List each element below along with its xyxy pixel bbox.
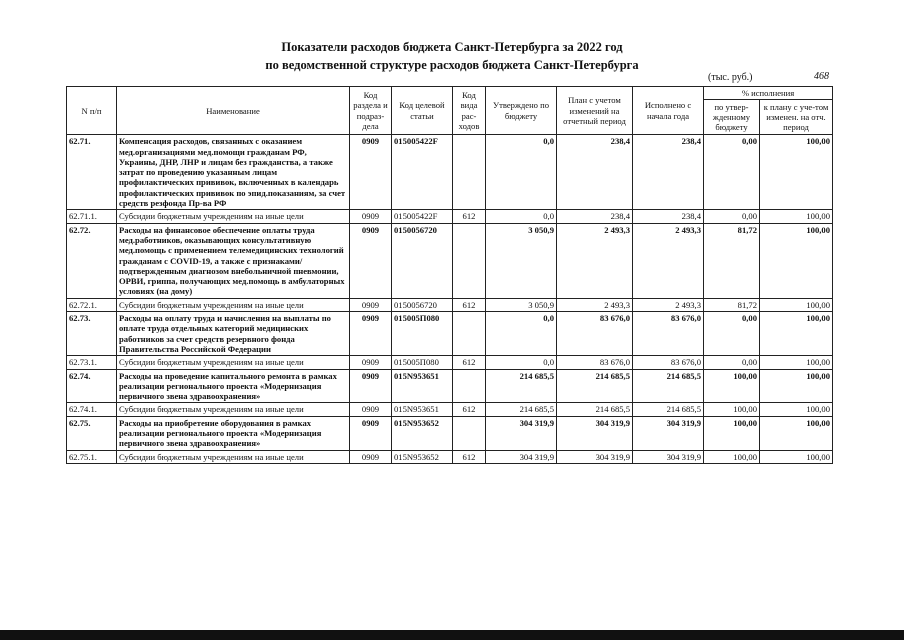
cell-num: 62.72.1. — [67, 298, 117, 311]
table-row — [67, 298, 833, 311]
cell-approved: 214 685,5 — [486, 403, 557, 416]
cell-plan: 83 676,0 — [557, 312, 633, 356]
cell-section: 0909 — [350, 210, 392, 223]
cell-section: 0909 — [350, 312, 392, 356]
cell-section: 0909 — [350, 369, 392, 403]
cell-name: Субсидии бюджетным учреждениям на иные цели — [117, 210, 350, 223]
col-executed-header: Исполнено с начала года — [633, 87, 704, 135]
col-section-header: Код раздела и подраз-дела — [350, 87, 392, 135]
cell-type — [453, 416, 486, 450]
cell-plan: 214 685,5 — [557, 369, 633, 403]
cell-section: 0909 — [350, 298, 392, 311]
cell-executed: 214 685,5 — [633, 403, 704, 416]
cell-type: 612 — [453, 356, 486, 369]
cell-pct-approved: 0,00 — [704, 356, 760, 369]
cell-type: 612 — [453, 403, 486, 416]
cell-name: Расходы на финансовое обеспечение оплаты труда мед.работников, оказывающих консультативную мед.помощь с применением телемедицинских технологий гражданам с COVID-19, а также с признаками/подтвержденным диагнозом внебольничной пневмонии, ОРВИ, гриппа, получающих мед.помощь в амбулаторных условиях (на дому) — [117, 223, 350, 298]
cell-name: Компенсация расходов, связанных с оказанием мед.организациями мед.помощи гражданам РФ, Украины, ДНР, ЛНР и лицам без гражданства, а также затрат по проведению указанным лицам профилактических прививок, включенных в календарь профилактических прививок по эпид.показаниям, за счет средств резфонда Пр-ва РФ — [117, 135, 350, 210]
col-plan-header: План с учетом изменений на отчетный период — [557, 87, 633, 135]
cell-executed: 2 493,3 — [633, 223, 704, 298]
cell-pct-plan: 100,00 — [760, 450, 833, 463]
cell-target: 015N953651 — [392, 369, 453, 403]
cell-section: 0909 — [350, 450, 392, 463]
col-name-header: Наименование — [117, 87, 350, 135]
cell-approved: 0,0 — [486, 356, 557, 369]
cell-type: 612 — [453, 298, 486, 311]
cell-executed: 214 685,5 — [633, 369, 704, 403]
cell-executed: 304 319,9 — [633, 416, 704, 450]
table-row — [67, 450, 833, 463]
cell-pct-approved: 81,72 — [704, 223, 760, 298]
page-number: 468 — [814, 71, 829, 82]
col-pct-group-header: % исполнения — [704, 87, 833, 100]
cell-approved: 3 050,9 — [486, 223, 557, 298]
cell-target: 015005422F — [392, 135, 453, 210]
cell-plan: 214 685,5 — [557, 403, 633, 416]
cell-section: 0909 — [350, 416, 392, 450]
cell-approved: 0,0 — [486, 135, 557, 210]
cell-pct-plan: 100,00 — [760, 135, 833, 210]
cell-num: 62.75. — [67, 416, 117, 450]
cell-executed: 83 676,0 — [633, 356, 704, 369]
cell-pct-plan: 100,00 — [760, 369, 833, 403]
cell-type — [453, 312, 486, 356]
table-row — [67, 356, 833, 369]
col-pct-approved-header: по утвер-жденному бюджету — [704, 100, 760, 135]
cell-name: Субсидии бюджетным учреждениям на иные цели — [117, 403, 350, 416]
cell-type — [453, 135, 486, 210]
cell-approved: 304 319,9 — [486, 450, 557, 463]
cell-plan: 304 319,9 — [557, 416, 633, 450]
cell-plan: 83 676,0 — [557, 356, 633, 369]
cell-name: Расходы на приобретение оборудования в рамках реализации регионального проекта «Модернизация первичного звена здравоохранения» — [117, 416, 350, 450]
col-target-header: Код целевой статьи — [392, 87, 453, 135]
expenses-table — [66, 86, 833, 464]
cell-num: 62.74.1. — [67, 403, 117, 416]
cell-type — [453, 369, 486, 403]
cell-name: Субсидии бюджетным учреждениям на иные цели — [117, 298, 350, 311]
cell-plan: 2 493,3 — [557, 223, 633, 298]
cell-executed: 238,4 — [633, 210, 704, 223]
cell-pct-approved: 81,72 — [704, 298, 760, 311]
cell-target: 015N953651 — [392, 403, 453, 416]
cell-name: Расходы на оплату труда и начисления на выплаты по оплате труда отдельных категорий медицинских работников за счет средств резервного фонда Правительства Российской Федерации — [117, 312, 350, 356]
cell-executed: 2 493,3 — [633, 298, 704, 311]
cell-section: 0909 — [350, 135, 392, 210]
cell-pct-plan: 100,00 — [760, 312, 833, 356]
cell-target: 0150056720 — [392, 223, 453, 298]
cell-approved: 304 319,9 — [486, 416, 557, 450]
cell-executed: 83 676,0 — [633, 312, 704, 356]
document-title — [0, 38, 904, 74]
cell-name: Субсидии бюджетным учреждениям на иные цели — [117, 450, 350, 463]
scan-edge — [0, 630, 904, 640]
cell-pct-plan: 100,00 — [760, 298, 833, 311]
cell-target: 015N953652 — [392, 450, 453, 463]
cell-target: 015005П080 — [392, 356, 453, 369]
col-pct-plan-header: к плану с уче-том изменен. на отч. период — [760, 100, 833, 135]
cell-num: 62.75.1. — [67, 450, 117, 463]
cell-type: 612 — [453, 210, 486, 223]
table-row — [67, 416, 833, 450]
cell-pct-plan: 100,00 — [760, 223, 833, 298]
cell-target: 0150056720 — [392, 298, 453, 311]
title-line-1: Показатели расходов бюджета Санкт-Петербурга за 2022 год — [281, 40, 623, 54]
cell-pct-approved: 0,00 — [704, 210, 760, 223]
cell-num: 62.74. — [67, 369, 117, 403]
cell-num: 62.72. — [67, 223, 117, 298]
table-row — [67, 223, 833, 298]
cell-approved: 214 685,5 — [486, 369, 557, 403]
cell-num: 62.73. — [67, 312, 117, 356]
cell-pct-plan: 100,00 — [760, 403, 833, 416]
table-row — [67, 135, 833, 210]
cell-name: Расходы на проведение капитального ремонта в рамках реализации регионального проекта «Модернизация первичного звена здравоохранения» — [117, 369, 350, 403]
cell-executed: 238,4 — [633, 135, 704, 210]
cell-pct-approved: 0,00 — [704, 135, 760, 210]
cell-name: Субсидии бюджетным учреждениям на иные цели — [117, 356, 350, 369]
cell-pct-approved: 100,00 — [704, 403, 760, 416]
cell-target: 015005422F — [392, 210, 453, 223]
table-row — [67, 210, 833, 223]
col-approved-header: Утверждено по бюджету — [486, 87, 557, 135]
col-type-header: Код вида рас-ходов — [453, 87, 486, 135]
cell-plan: 304 319,9 — [557, 450, 633, 463]
cell-plan: 2 493,3 — [557, 298, 633, 311]
cell-section: 0909 — [350, 223, 392, 298]
cell-plan: 238,4 — [557, 135, 633, 210]
cell-pct-approved: 100,00 — [704, 416, 760, 450]
cell-plan: 238,4 — [557, 210, 633, 223]
cell-pct-approved: 100,00 — [704, 369, 760, 403]
cell-num: 62.71. — [67, 135, 117, 210]
cell-target: 015005П080 — [392, 312, 453, 356]
cell-approved: 0,0 — [486, 312, 557, 356]
table-row — [67, 312, 833, 356]
cell-approved: 3 050,9 — [486, 298, 557, 311]
table-body — [67, 135, 833, 464]
table-row — [67, 403, 833, 416]
cell-executed: 304 319,9 — [633, 450, 704, 463]
cell-type: 612 — [453, 450, 486, 463]
table-row — [67, 369, 833, 403]
col-num-header: N п/п — [67, 87, 117, 135]
cell-num: 62.71.1. — [67, 210, 117, 223]
units-label: (тыс. руб.) — [708, 72, 753, 83]
cell-pct-approved: 0,00 — [704, 312, 760, 356]
cell-num: 62.73.1. — [67, 356, 117, 369]
cell-type — [453, 223, 486, 298]
cell-approved: 0,0 — [486, 210, 557, 223]
cell-pct-plan: 100,00 — [760, 416, 833, 450]
cell-pct-plan: 100,00 — [760, 356, 833, 369]
cell-section: 0909 — [350, 356, 392, 369]
cell-target: 015N953652 — [392, 416, 453, 450]
title-line-2: по ведомственной структуре расходов бюджета Санкт-Петербурга — [265, 58, 639, 72]
cell-pct-approved: 100,00 — [704, 450, 760, 463]
cell-pct-plan: 100,00 — [760, 210, 833, 223]
cell-section: 0909 — [350, 403, 392, 416]
